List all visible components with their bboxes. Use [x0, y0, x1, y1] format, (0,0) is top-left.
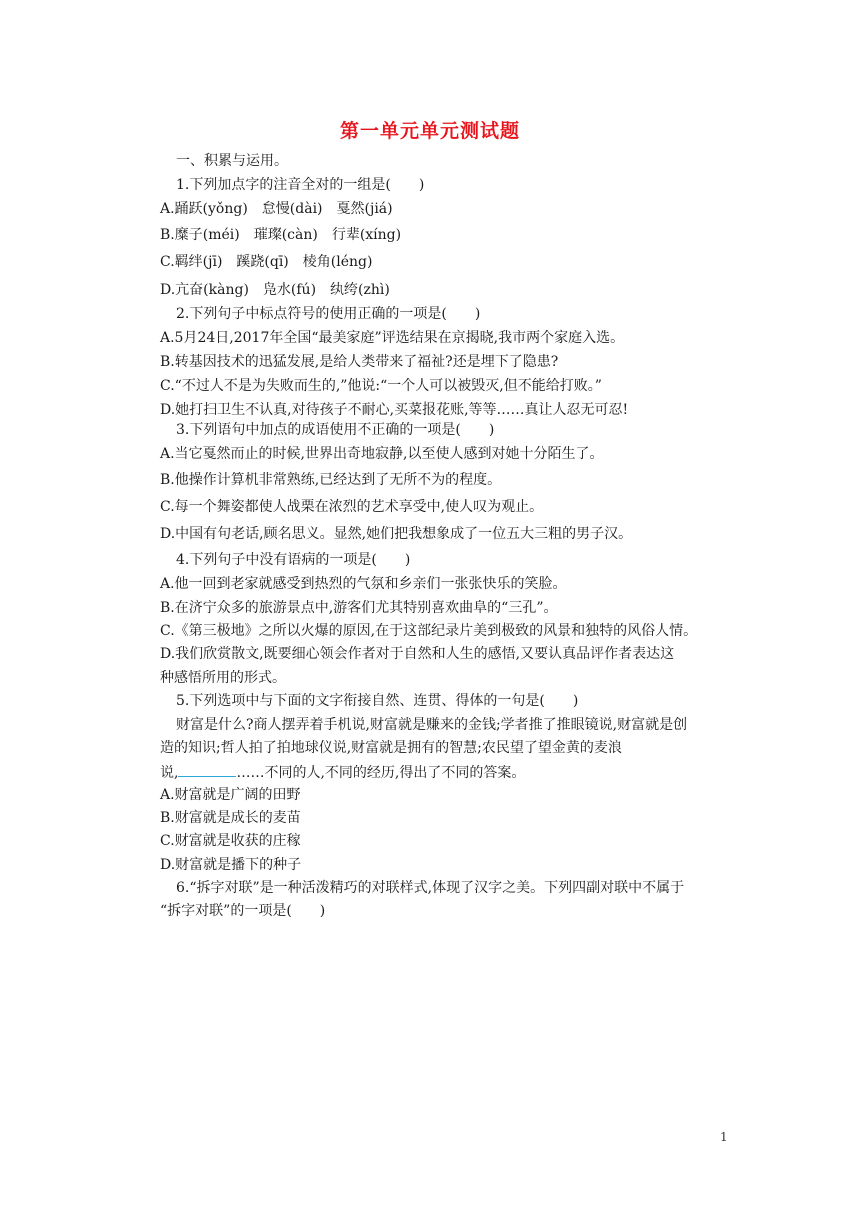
question-1-option-b: B.糜子(méi) 璀璨(càn) 行辈(xíng): [160, 227, 402, 243]
question-6-stem-cont: “拆字对联”的一项是( ): [160, 903, 326, 919]
question-1-option-d: D.亢奋(kàng) 凫水(fú) 纨绔(zhì): [160, 282, 390, 298]
question-3-stem: 3.下列语句中加点的成语使用不正确的一项是( ): [176, 422, 495, 438]
question-4-option-a: A.他一回到老家就感受到热烈的气氛和乡亲们一张张快乐的笑脸。: [160, 576, 567, 592]
passage-line-3: [160, 762, 525, 782]
question-2-option-b: B.转基因技术的迅猛发展,是给人类带来了福祉?还是埋下了隐患?: [160, 354, 559, 370]
passage-line-2: 造的知识;哲人拍了拍地球仪说,财富就是拥有的智慧;农民望了望金黄的麦浪: [160, 740, 622, 756]
document-title: 第一单元单元测试题: [339, 120, 520, 142]
question-5-option-d: D.财富就是播下的种子: [160, 857, 302, 873]
question-4-option-d: D.我们欣赏散文,既要细心领会作者对于自然和人生的感悟,又要认真品评作者表达这: [160, 646, 675, 662]
question-5-option-a: A.财富就是广阔的田野: [160, 787, 301, 803]
question-1-option-a: A.踊跃(yǒng) 怠慢(dài) 戛然(jiá): [160, 201, 393, 217]
section-heading: 一、积累与运用。: [176, 153, 288, 169]
question-3-option-d: D.中国有句老话,顾名思义。显然,她们把我想象成了一位五大三粗的男子汉。: [160, 526, 633, 542]
passage-line-3-end: ……不同的人,不同的经历,得出了不同的答案。: [236, 765, 526, 781]
question-3-option-c: C.每一个舞姿都使人战栗在浓烈的艺术享受中,使人叹为观止。: [160, 499, 544, 515]
question-6-stem: 6.“拆字对联”是一种活泼精巧的对联样式,体现了汉字之美。下列四副对联中不属于: [176, 880, 685, 896]
passage-line-3-start: 说,: [160, 765, 179, 781]
question-4-option-c: C.《第三极地》之所以火爆的原因,在于这部纪录片美到极致的风景和独特的风俗人情。: [160, 623, 698, 639]
question-3-option-a: A.当它戛然而止的时候,世界出奇地寂静,以至使人感到对她十分陌生了。: [160, 446, 604, 462]
page-number: 1: [720, 1130, 728, 1144]
passage-line-1: 财富是什么?商人摆弄着手机说,财富就是赚来的金钱;学者推了推眼镜说,财富就是创: [176, 717, 688, 733]
question-1-stem: 1.下列加点字的注音全对的一组是( ): [176, 177, 425, 193]
question-2-option-c: C.“不过人不是为失败而生的,”他说:“一个人可以被毁灭,但不能给打败。”: [160, 378, 602, 394]
answer-blank: [178, 762, 236, 777]
question-2-stem: 2.下列句子中标点符号的使用正确的一项是( ): [176, 306, 481, 322]
question-5-stem: 5.下列选项中与下面的文字衔接自然、连贯、得体的一句是( ): [176, 693, 579, 709]
question-4-option-d-cont: 种感悟所用的形式。: [160, 670, 286, 686]
question-5-option-c: C.财富就是收获的庄稼: [160, 833, 301, 849]
question-2-option-a: A.5月24日,2017年全国“最美家庭”评选结果在京揭晓,我市两个家庭入选。: [160, 330, 625, 346]
question-4-option-b: B.在济宁众多的旅游景点中,游客们尤其特别喜欢曲阜的“三孔”。: [160, 600, 558, 616]
question-3-option-b: B.他操作计算机非常熟练,已经达到了无所不为的程度。: [160, 472, 502, 488]
question-1-option-c: C.羁绊(jī) 蹊跷(qī) 棱角(léng): [160, 254, 373, 270]
question-5-option-b: B.财富就是成长的麦苗: [160, 810, 301, 826]
question-2-option-d: D.她打扫卫生不认真,对待孩子不耐心,买菜报花账,等等……真让人忍无可忍!: [160, 402, 629, 418]
question-4-stem: 4.下列句子中没有语病的一项是( ): [176, 552, 411, 568]
